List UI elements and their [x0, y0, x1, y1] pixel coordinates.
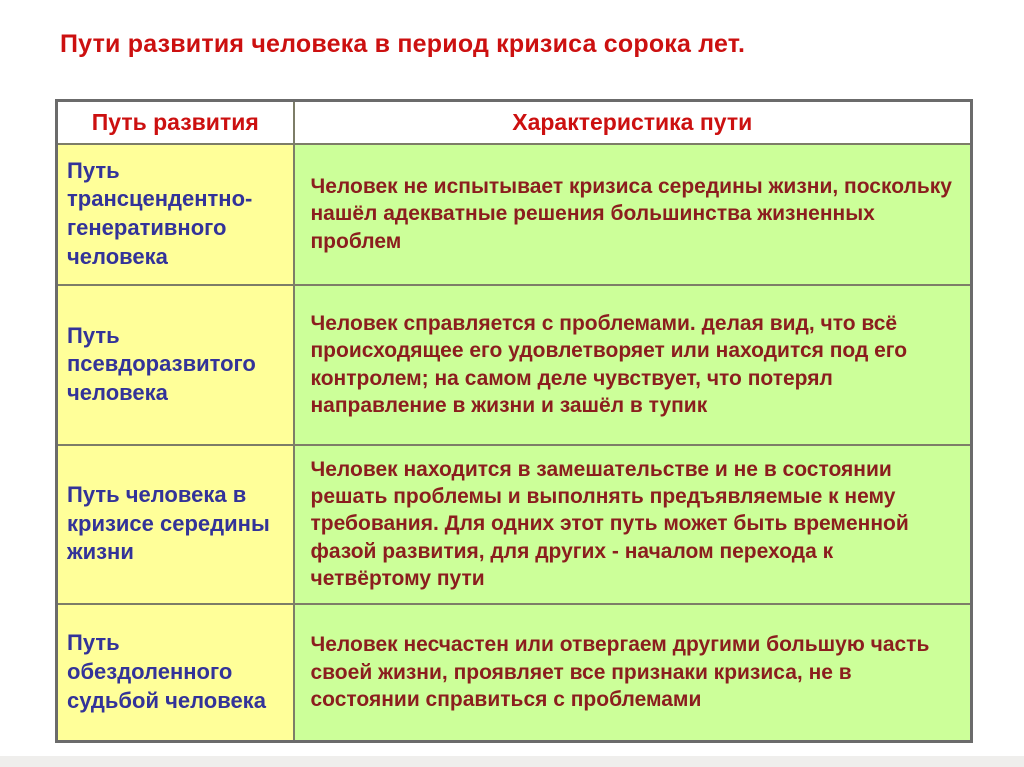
- header-cell-path: Путь развития: [57, 101, 294, 144]
- characteristic-cell: Человек находится в замешательстве и не в состоянии решать проблемы и выполнять предъявляемые к нему требования. Для одних этот путь может быть временной фазой развития, для других - началом перехода к четвёртому пути: [294, 445, 972, 604]
- table-row: [57, 144, 972, 285]
- table-header-row: [57, 101, 972, 144]
- table-row: [57, 285, 972, 445]
- table-row: [57, 445, 972, 604]
- characteristic-cell: Человек не испытывает кризиса середины жизни, поскольку нашёл адекватные решения большинства жизненных проблем: [294, 144, 972, 285]
- page-title: Пути развития человека в период кризиса сорока лет.: [60, 30, 746, 58]
- path-cell: Путь человека в кризисе середины жизни: [57, 445, 294, 604]
- bottom-strip: [0, 756, 1024, 767]
- table-row: [57, 604, 972, 742]
- characteristic-cell: Человек справляется с проблемами. делая вид, что всё происходящее его удовлетворяет или находится под его контролем; на самом деле чувствует, что потерял направление в жизни и зашёл в тупик: [294, 285, 972, 445]
- header-cell-characteristic: Характеристика пути: [294, 101, 972, 144]
- path-cell: Путь псевдоразвитого человека: [57, 285, 294, 445]
- path-cell: Путь обездоленного судьбой человека: [57, 604, 294, 742]
- characteristic-cell: Человек несчастен или отвергаем другими большую часть своей жизни, проявляет все признаки кризиса, не в состоянии справиться с проблемами: [294, 604, 972, 742]
- paths-table: [55, 99, 973, 743]
- path-cell: Путь трансцендентно-генеративного человека: [57, 144, 294, 285]
